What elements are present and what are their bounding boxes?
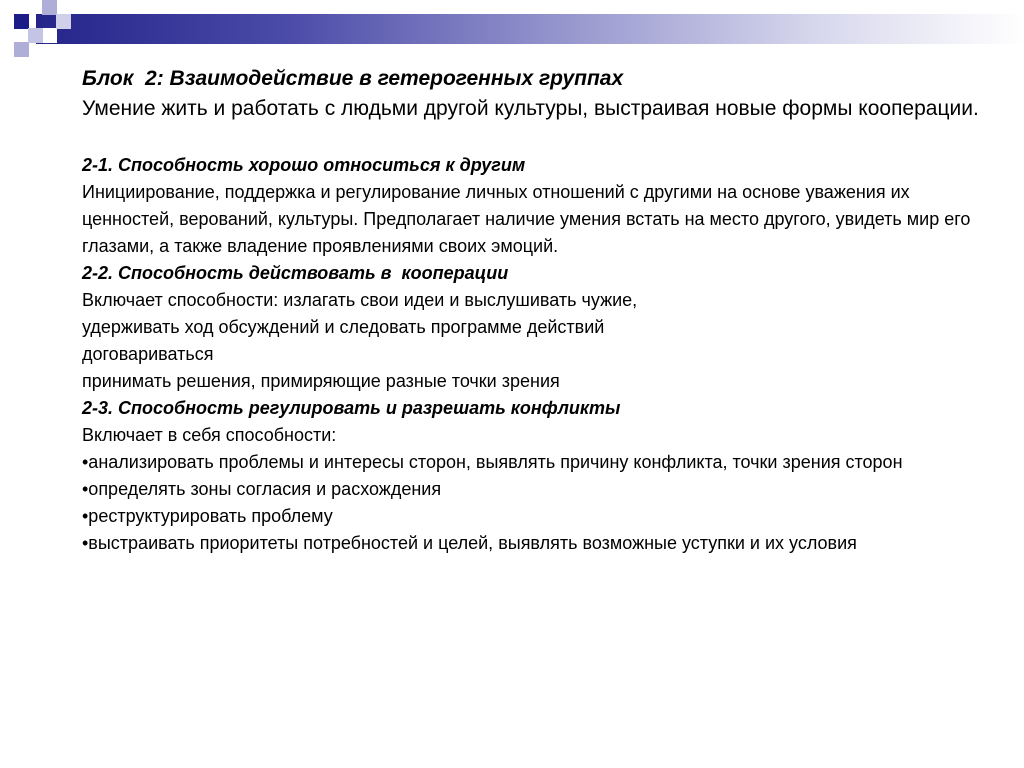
section-2-3 [82,395,982,557]
bullet-item: •реструктурировать проблему [82,506,333,526]
section-text: Включает в себя способности: [82,425,337,445]
bullet-item: •выстраивать приоритеты потребностей и целей, выявлять возможные уступки и их условия [82,533,857,553]
section-title: 2-1. Способность хорошо относиться к другим [82,155,526,175]
section-2-1 [82,152,982,260]
bullet-item: •определять зоны согласия и расхождения [82,479,442,499]
decor-square [42,0,57,15]
section-text: Включает способности: излагать свои идеи и выслушивать чужие, [82,290,638,310]
block-description: Умение жить и работать с людьми другой культуры, выстраивая новые формы кооперации. [82,97,979,120]
decor-square [28,28,43,43]
slide-content [82,64,982,557]
decor-square [42,28,57,43]
section-text: договариваться [82,344,214,364]
block-title: Блок 2: Взаимодействие в гетерогенных группах [82,67,624,90]
section-text: принимать решения, примиряющие разные точки зрения [82,371,560,391]
section-title: 2-3. Способность регулировать и разрешать конфликты [82,398,621,418]
header-gradient-bar [36,14,1024,44]
section-2-2 [82,260,982,395]
decor-square [14,14,29,29]
decor-square [14,42,29,57]
bullet-item: •анализировать проблемы и интересы сторон, выявлять причину конфликта, точки зрения сторон [82,452,903,472]
decor-square [56,14,71,29]
section-text: удерживать ход обсуждений и следовать программе действий [82,317,605,337]
section-text: Инициирование, поддержка и регулирование личных отношений с другими на основе уважения их ценностей, верований, культуры. Предполагает наличие умения встать на место другого, увидеть мир его глазами, а также владение проявлениями своих эмоций. [82,182,971,256]
section-title: 2-2. Способность действовать в кооперации [82,263,509,283]
